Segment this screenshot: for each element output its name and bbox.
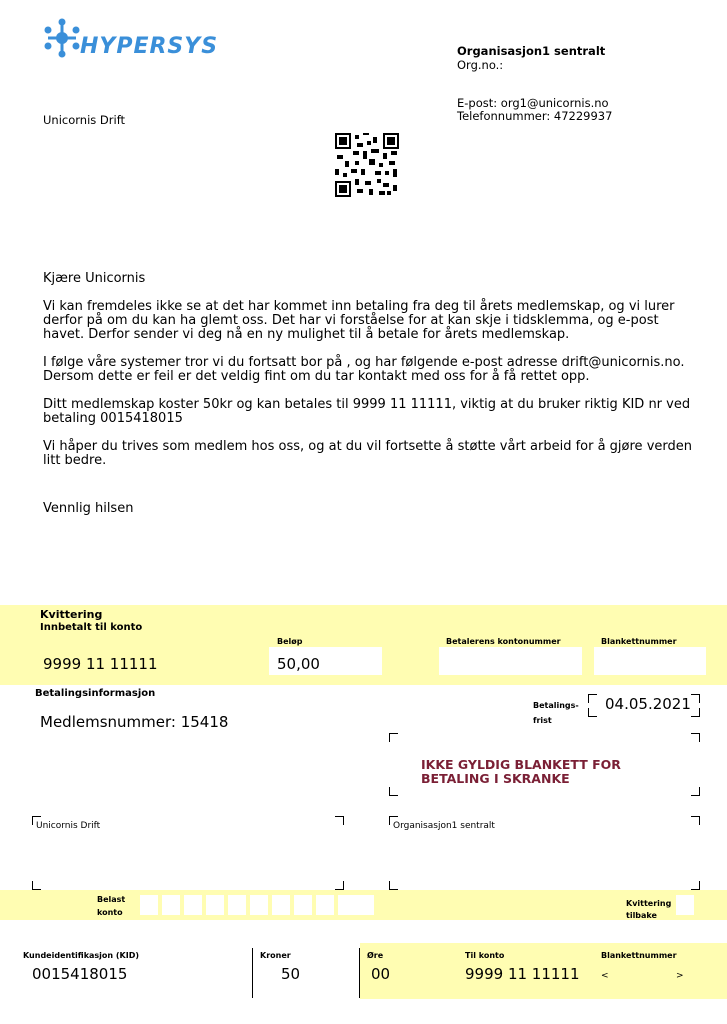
belast-digit-box	[316, 895, 334, 915]
blankett-box	[594, 647, 706, 675]
kid-value: 0015418015	[32, 965, 128, 983]
belast-digit-box	[162, 895, 180, 915]
innbetalt-label: Innbetalt til konto	[40, 622, 143, 633]
box-corner	[691, 733, 700, 742]
blankett-start-marker: <	[601, 971, 609, 981]
tilkonto-value: 9999 11 11111	[465, 965, 580, 983]
frist-corner	[588, 694, 597, 703]
invalid-warning	[421, 758, 621, 786]
letter-paragraph: I følge våre systemer tror vi du fortsatt bor på , og har følgende e-post adresse drift@unicornis.no. Dersom dette er feil er det veldig fint om du tar kontakt med oss for å få rettet opp.	[43, 355, 685, 384]
letter-paragraph: Vi håper du trives som medlem hos oss, og at du vil fortsette å støtte vårt arbeid for å gjøre verden litt bedre.	[43, 439, 692, 468]
belop-label: Beløp	[277, 637, 303, 646]
blankett-end-marker: >	[676, 971, 684, 981]
box-corner	[32, 881, 41, 890]
letter-closing: Vennlig hilsen	[43, 501, 134, 516]
frist-corner	[691, 708, 700, 717]
frist-corner	[588, 708, 597, 717]
blankett2-label: Blankettnummer	[601, 951, 677, 960]
betalerens-label: Betalerens kontonummer	[446, 637, 561, 646]
logo-wordmark: HYPERSYS	[80, 34, 219, 59]
account-number: 9999 11 11111	[43, 655, 158, 673]
letter-greeting: Kjære Unicornis	[43, 271, 146, 286]
box-corner	[691, 881, 700, 890]
payee-name: Organisasjon1 sentralt	[393, 821, 495, 831]
belast-label: Belast	[97, 895, 126, 904]
letter-paragraph: Vi kan fremdeles ikke se at det har kommet inn betaling fra deg til årets medlemskap, og vi lurer derfor på om du kan ha glemt oss. Det har vi forståelse for at kan skje i tidsklemma, og e-post havet. Derfor sender vi deg nå en ny mulighet til å betale for årets medlemskap.	[43, 299, 675, 342]
box-corner	[335, 881, 344, 890]
letter-paragraph: Ditt medlemskap koster 50kr og kan betales til 9999 11 11111, viktig at du bruker riktig KID nr ved betaling 0015418015	[43, 397, 691, 426]
frist-label-2: frist	[533, 716, 552, 725]
letter-body	[43, 272, 693, 530]
qr-code	[335, 133, 399, 197]
divider	[359, 948, 360, 998]
belast-digit-box	[228, 895, 246, 915]
box-corner	[335, 816, 344, 825]
payment-info: Medlemsnummer: 15418	[40, 713, 229, 731]
frist-date: 04.05.2021	[605, 695, 691, 713]
tilkonto-label: Til konto	[465, 951, 505, 960]
kvittering-tilbake-box[interactable]	[676, 895, 694, 915]
warning-line-2: BETALING I SKRANKE	[421, 771, 570, 786]
ore-label: Øre	[367, 951, 384, 960]
kroner-value: 50	[281, 965, 301, 983]
belast-digit-box	[356, 895, 374, 915]
payer-name: Unicornis Drift	[36, 821, 101, 831]
box-corner	[389, 881, 398, 890]
belast-digit-box	[338, 895, 356, 915]
belast-digit-box	[206, 895, 224, 915]
frist-label: Betalings-	[533, 701, 579, 710]
box-corner	[691, 816, 700, 825]
betalerens-box	[439, 647, 582, 675]
kroner-label: Kroner	[260, 951, 291, 960]
recipient-name: Unicornis Drift	[43, 113, 126, 127]
divider	[252, 948, 253, 998]
org-email: E-post: org1@unicornis.no	[457, 96, 609, 110]
org-number-label: Org.no.:	[457, 58, 504, 72]
belast-digit-box	[184, 895, 202, 915]
kvittering-tilbake-label: Kvittering	[626, 899, 672, 908]
belast-digit-box	[250, 895, 268, 915]
betalingsinfo-label: Betalingsinformasjon	[35, 688, 156, 699]
belast-digit-box	[272, 895, 290, 915]
org-name: Organisasjon1 sentralt	[457, 44, 606, 58]
belast-label-2: konto	[97, 908, 123, 917]
box-corner	[389, 733, 398, 742]
kvittering-label: Kvittering	[40, 608, 103, 621]
box-corner	[389, 787, 398, 796]
kvittering-tilbake-label-2: tilbake	[626, 911, 657, 920]
belop-value: 50,00	[277, 655, 320, 673]
belast-digit-box	[140, 895, 158, 915]
kid-label: Kundeidentifikasjon (KID)	[23, 951, 140, 960]
box-corner	[691, 787, 700, 796]
blankett-label: Blankettnummer	[601, 637, 677, 646]
org-phone: Telefonnummer: 47229937	[457, 109, 613, 123]
frist-corner	[691, 694, 700, 703]
belast-digit-box	[294, 895, 312, 915]
ore-value: 00	[371, 965, 391, 983]
warning-line-1: IKKE GYLDIG BLANKETT FOR	[421, 757, 621, 772]
